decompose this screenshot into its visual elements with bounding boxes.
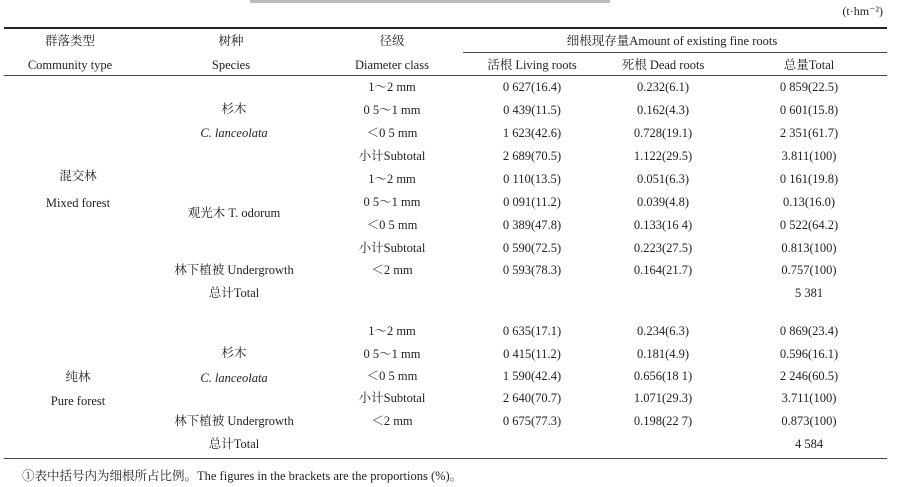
table-cell: 1.071(29.3) bbox=[633, 391, 693, 405]
header-diameter-en: Diameter class bbox=[355, 58, 429, 72]
pure-total-label: 总计Total bbox=[208, 437, 260, 451]
header-species-cn: 树种 bbox=[218, 34, 244, 48]
table-cell: 0 675(77.3) bbox=[502, 414, 562, 428]
table-cell: 0.873(100) bbox=[781, 414, 837, 428]
table-cell: 0.198(22 7) bbox=[633, 414, 693, 428]
table-cell: 小计Subtotal bbox=[358, 241, 426, 255]
mixed-community-en: Mixed forest bbox=[45, 196, 111, 210]
table-cell: 小计Subtotal bbox=[358, 391, 426, 405]
table-cell: 3.711(100) bbox=[781, 391, 837, 405]
mixed-cl-cn: 杉木 bbox=[221, 102, 247, 116]
table-cell: 0 110(13.5) bbox=[503, 172, 561, 186]
table-bottom-rule bbox=[4, 458, 887, 459]
table-cell: 小计Subtotal bbox=[358, 149, 426, 163]
table-cell: 0.133(16 4) bbox=[633, 218, 693, 232]
table-cell: 0.164(21.7) bbox=[633, 263, 693, 277]
table-cell: 0 635(17.1) bbox=[502, 324, 562, 338]
table-cell: 1 590(42.4) bbox=[502, 369, 562, 383]
unit-label: (t·hm⁻²) bbox=[842, 4, 883, 18]
table-cell: 2 689(70.5) bbox=[502, 149, 562, 163]
header-community-en: Community type bbox=[27, 58, 113, 72]
pure-community-cn: 纯林 bbox=[65, 370, 91, 384]
table-cell: 1 623(42.6) bbox=[502, 126, 562, 140]
pure-grand-total: 4 584 bbox=[794, 437, 824, 451]
pure-community-en: Pure forest bbox=[50, 394, 106, 408]
table-cell: 0 161(19.8) bbox=[779, 172, 839, 186]
table-cell: 0 590(72.5) bbox=[502, 241, 562, 255]
mixed-community-cn: 混交林 bbox=[59, 169, 97, 183]
table-cell: 0.162(4.3) bbox=[636, 103, 690, 117]
table-cell: 0.232(6.1) bbox=[636, 80, 690, 94]
cropped-title-strip bbox=[250, 0, 610, 3]
table-cell: 1.122(29.5) bbox=[633, 149, 693, 163]
table-cell: 0.051(6.3) bbox=[636, 172, 690, 186]
header-total: 总量Total bbox=[783, 58, 835, 72]
table-cell: 1～2 mm bbox=[368, 324, 416, 338]
table-cell: 0 5～1 mm bbox=[363, 347, 421, 361]
table-cell: 3.811(100) bbox=[781, 149, 837, 163]
table-top-rule bbox=[4, 27, 887, 29]
table-cell: 0.13(16.0) bbox=[782, 195, 836, 209]
table-cell: 0 601(15.8) bbox=[779, 103, 839, 117]
table-cell: 0 859(22.5) bbox=[779, 80, 839, 94]
table-cell: 0 593(78.3) bbox=[502, 263, 562, 277]
table-cell: ＜2 mm bbox=[371, 414, 413, 428]
header-diameter-cn: 径级 bbox=[379, 34, 405, 48]
table-cell: ＜0 5 mm bbox=[366, 218, 418, 232]
mixed-grand-total: 5 381 bbox=[794, 286, 824, 300]
table-cell: 0.656(18 1) bbox=[633, 369, 693, 383]
table-cell: ＜0 5 mm bbox=[366, 126, 418, 140]
pure-cl-cn: 杉木 bbox=[221, 346, 247, 360]
table-cell: 0.757(100) bbox=[781, 263, 837, 277]
table-cell: 0 869(23.4) bbox=[779, 324, 839, 338]
table-cell: 2 246(60.5) bbox=[779, 369, 839, 383]
header-dead: 死根 Dead roots bbox=[621, 58, 705, 72]
mixed-total-label: 总计Total bbox=[208, 286, 260, 300]
table-cell: 1～2 mm bbox=[368, 80, 416, 94]
table-cell: ＜2 mm bbox=[371, 263, 413, 277]
table-cell: 0.234(6.3) bbox=[636, 324, 690, 338]
mixed-undergrowth-label: 林下植被 Undergrowth bbox=[174, 263, 294, 277]
header-bottom-rule bbox=[4, 75, 887, 76]
table-cell: 0 439(11.5) bbox=[503, 103, 561, 117]
table-cell: 0 5～1 mm bbox=[363, 103, 421, 117]
table-cell: 0 627(16.4) bbox=[502, 80, 562, 94]
table-cell: 0.039(4.8) bbox=[636, 195, 690, 209]
pure-undergrowth-label: 林下植被 Undergrowth bbox=[174, 414, 294, 428]
table-cell: 0 389(47.8) bbox=[502, 218, 562, 232]
table-cell: 1～2 mm bbox=[368, 172, 416, 186]
header-amount: 细根现存量Amount of existing fine roots bbox=[566, 34, 778, 48]
header-community-cn: 群落类型 bbox=[44, 34, 96, 48]
pure-cl-en: C. lanceolata bbox=[200, 371, 268, 385]
table-cell: 0 522(64.2) bbox=[779, 218, 839, 232]
table-cell: 0 091(11.2) bbox=[503, 195, 561, 209]
table-cell: 0 415(11.2) bbox=[503, 347, 561, 361]
header-living: 活根 Living roots bbox=[487, 58, 577, 72]
header-species-en: Species bbox=[211, 58, 251, 72]
table-cell: 0.728(19.1) bbox=[633, 126, 693, 140]
table-cell: 0.813(100) bbox=[781, 241, 837, 255]
header-sub-rule bbox=[463, 52, 887, 53]
table-cell: 2 640(70.7) bbox=[502, 391, 562, 405]
table-cell: 0.596(16.1) bbox=[779, 347, 839, 361]
table-cell: 2 351(61.7) bbox=[779, 126, 839, 140]
table-cell: ＜0 5 mm bbox=[366, 369, 418, 383]
table-cell: 0.181(4.9) bbox=[636, 347, 690, 361]
table-cell: 0 5～1 mm bbox=[363, 195, 421, 209]
footnote: ①表中括号内为细根所占比例。The figures in the brackets are the proportions (%)。 bbox=[22, 469, 463, 483]
mixed-todorum-label: 观光木 T. odorum bbox=[187, 206, 281, 220]
mixed-cl-en: C. lanceolata bbox=[200, 126, 268, 140]
table-cell: 0.223(27.5) bbox=[633, 241, 693, 255]
